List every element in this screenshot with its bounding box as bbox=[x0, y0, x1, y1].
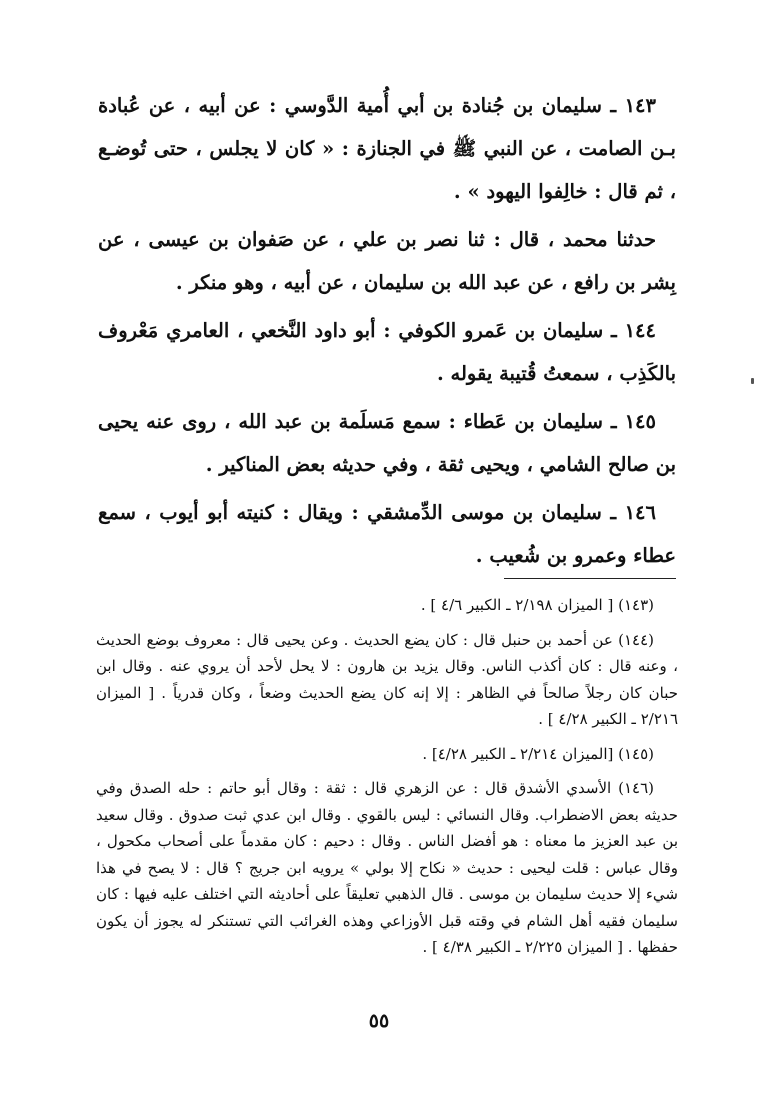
footnotes bbox=[96, 592, 678, 961]
entry-143: ١٤٣ ـ سليمان بن جُنادة بن أبي أُمية الدَّوسي : عن أبيه ، عن عُبادة بـن الصامت ، عن النبي ﷺ في الجنازة : « كان لا يجلس ، حتى تُوضـع ، ثم قال : خالِفوا اليهود » . bbox=[98, 94, 676, 203]
entry-143-isnad: حدثنا محمد ، قال : ثنا نصر بن علي ، عن صَفوان بن عيسى ، عن بِشر بن رافع ، عن عبد الله بن سليمان ، عن أبيه ، وهو منكر . bbox=[98, 228, 676, 294]
footnote-145: (١٤٥) [الميزان ٢/٢١٤ ـ الكبير ٤/٢٨] . bbox=[422, 744, 654, 763]
footnote-divider bbox=[504, 578, 676, 579]
main-text bbox=[98, 84, 676, 577]
entry-145: ١٤٥ ـ سليمان بن عَطاء : سمع مَسلَمة بن عبد الله ، روى عنه يحيى بن صالح الشامي ، ويحيى ثقة ، وفي حديثه بعض المناكير . bbox=[98, 410, 676, 476]
entry-146: ١٤٦ ـ سليمان بن موسى الدِّمشقي : ويقال : كنيته أبو أيوب ، سمع عطاء وعمرو بن شُعيب . bbox=[98, 501, 676, 567]
footnote-146: (١٤٦) الأسدي الأشدق قال : عن الزهري قال : ثقة : وقال أبو حاتم : حله الصدق وفي حديثه بعض الاضطراب. وقال النسائي : ليس بالقوي . وقال ابن عدي ثبت صدوق . وقال سعيد بن عبد العزيز ما معناه : هو أفضل الناس . وقال : دحيم : كان مقدماً على أصحاب مكحول ، وقال عباس : قلت ليحيى : حديث « نكاح إلا بولي » يرويه ابن جريج ؟ قال : لا يصح في هذا شيء إلا حديث سليمان بن موسى . قال الذهبي تعليقاً على أحاديثه التي اختلف عليه فيها : كان سليمان فقيه أهل الشام في وقته قبل الأوزاعي وهذه الغرائب التي تستنكر له يجوز أن يكون حفظها . [ الميزان ٢/٢٢٥ ـ الكبير ٤/٣٨ ] . bbox=[96, 779, 678, 956]
scan-edge-mark bbox=[751, 378, 754, 384]
entry-144: ١٤٤ ـ سليمان بن عَمرو الكوفي : أبو داود النَّخعي ، العامري مَعْروف بالكَذِب ، سمعتُ قُتيبة يقوله . bbox=[98, 319, 676, 385]
footnote-143: (١٤٣) [ الميزان ٢/١٩٨ ـ الكبير ٤/٦ ] . bbox=[420, 596, 654, 614]
page-number: ٥٥ bbox=[368, 1010, 390, 1032]
footnote-144: (١٤٤) عن أحمد بن حنبل قال : كان يضع الحديث . وعن يحيى قال : معروف بوضع الحديث ، وعنه قال : كان أكذب الناس. وقال يزيد بن هارون : لا يحل لأحد أن يروي عنه . وقال ابن حبان كان رجلاً صالحاً في الظاهر : إلا إنه كان يضع الحديث وضعاً ، وكان قدرياً . [ الميزان ٢/٢١٦ ـ الكبير ٤/٢٨ ] . bbox=[96, 630, 678, 728]
